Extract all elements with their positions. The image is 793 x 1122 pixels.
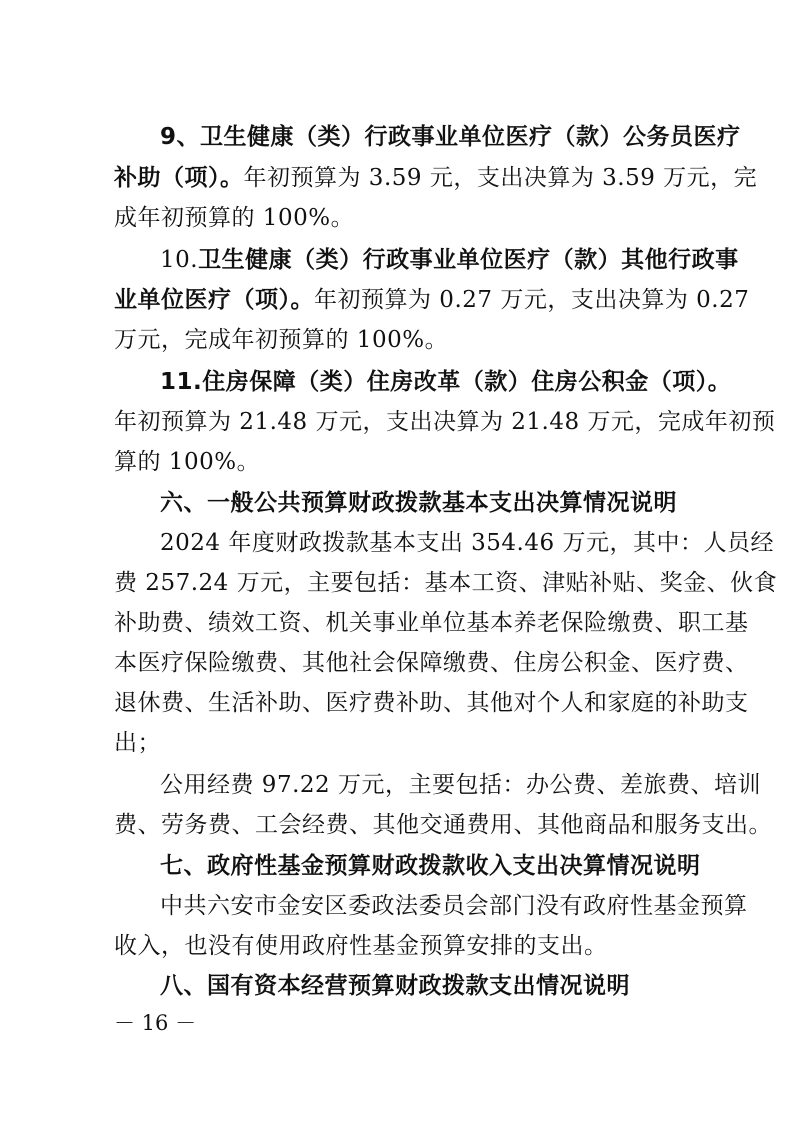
item-10-text: 年初预算为 0.27 万元，支出决算为 0.27 (314, 287, 750, 313)
item-9-bold-label: 补助（项）。 (114, 165, 244, 191)
section-6-para-1-line: 本医疗保险缴费、其他社会保障缴费、住房公积金、医疗费、 (114, 650, 749, 676)
item-9-text: 年初预算为 3.59 元，支出决算为 3.59 万元，完 (243, 165, 758, 191)
section-8-heading: 八、国有资本经营预算财政拨款支出情况说明 (160, 973, 630, 999)
item-11-line-3: 算的 100%。 (114, 449, 261, 475)
section-6-para-1-line: 退休费、生活补助、医疗费补助、其他对个人和家庭的补助支 (114, 690, 749, 716)
section-6-para-1-line: 出； (114, 730, 161, 756)
item-9-line-1: 9、卫生健康（类）行政事业单位医疗（款）公务员医疗 (160, 124, 741, 150)
section-7-heading: 七、政府性基金预算财政拨款收入支出决算情况说明 (160, 853, 701, 879)
item-10-bold-title: 卫生健康（类）行政事业单位医疗（款）其他行政事 (198, 247, 739, 273)
section-6-para-1-line: 2024 年度财政拨款基本支出 354.46 万元，其中：人员经 (160, 530, 774, 556)
item-9-line-2 (114, 163, 758, 193)
item-10-line-2 (114, 285, 750, 315)
item-9-line-3: 成年初预算的 100%。 (114, 205, 355, 231)
section-6-heading: 六、一般公共预算财政拨款基本支出决算情况说明 (160, 490, 677, 516)
item-10-line-1 (160, 245, 739, 275)
section-6-para-2-line: 公用经费 97.22 万元，主要包括：办公费、差旅费、培训 (160, 772, 761, 798)
item-10-number: 10. (160, 247, 199, 273)
page-number: － 16 － (114, 1011, 197, 1035)
section-6-para-1-line: 费 257.24 万元，主要包括：基本工资、津贴补贴、奖金、伙食 (114, 570, 778, 596)
section-6-para-2-line: 费、劳务费、工会经费、其他交通费用、其他商品和服务支出。 (114, 812, 772, 838)
item-10-bold-label: 业单位医疗（项）。 (114, 287, 314, 313)
item-11-line-2: 年初预算为 21.48 万元，支出决算为 21.48 万元，完成年初预 (114, 409, 776, 435)
section-7-para-line: 中共六安市金安区委政法委员会部门没有政府性基金预算 (160, 893, 748, 919)
item-11-line-1: 11.住房保障（类）住房改革（款）住房公积金（项）。 (160, 369, 732, 395)
section-7-para-line: 收入，也没有使用政府性基金预算安排的支出。 (114, 933, 608, 959)
section-6-para-1-line: 补助费、绩效工资、机关事业单位基本养老保险缴费、职工基 (114, 610, 749, 636)
item-10-line-3: 万元，完成年初预算的 100%。 (114, 327, 449, 353)
